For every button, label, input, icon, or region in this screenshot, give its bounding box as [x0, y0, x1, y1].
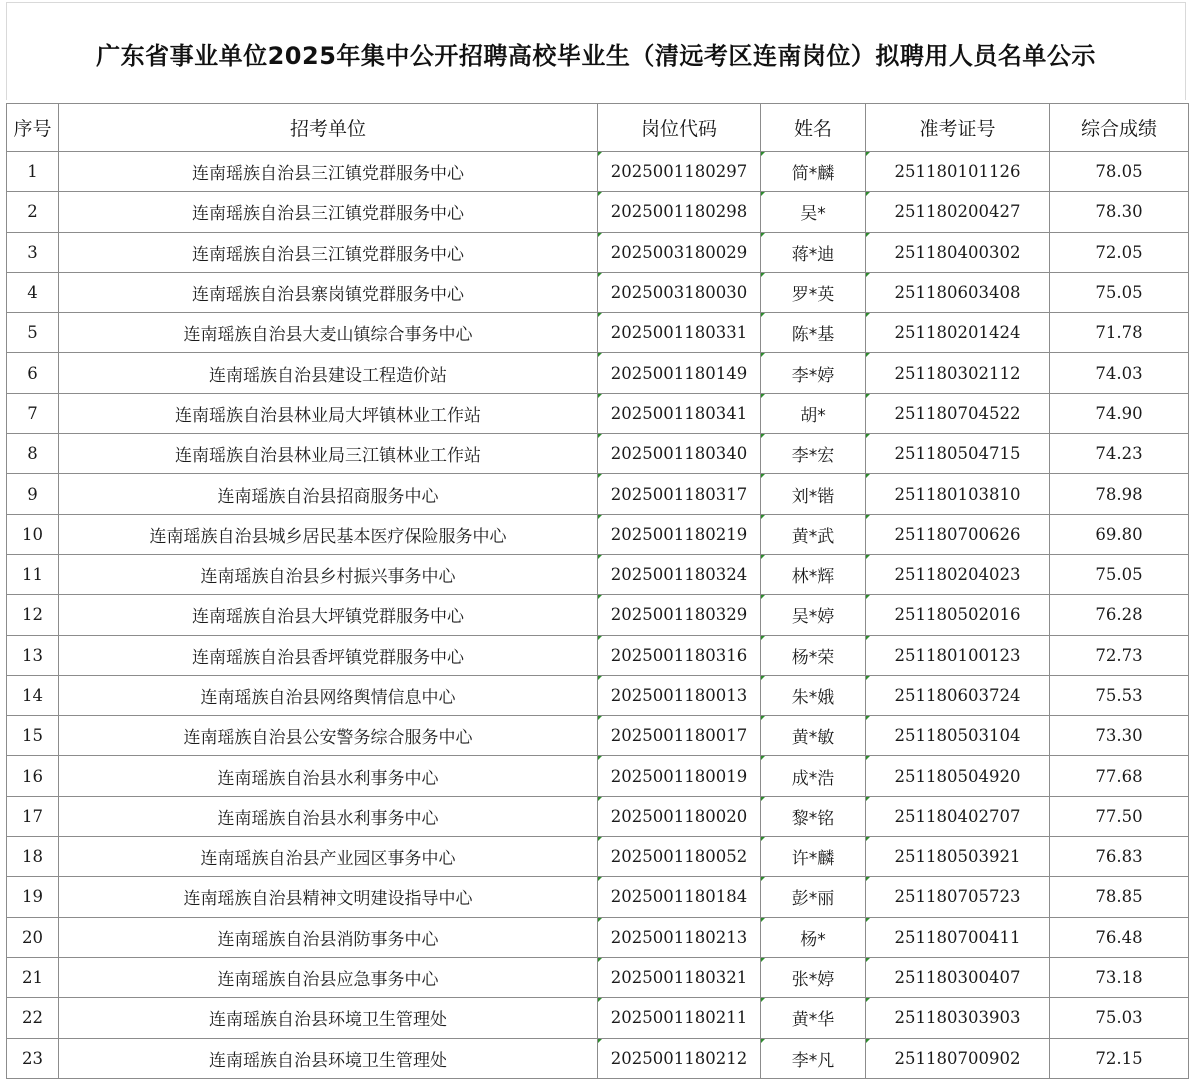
cell-unit: 连南瑶族自治县招商服务中心 [59, 474, 598, 514]
cell-score: 72.15 [1050, 1038, 1189, 1078]
cell-index: 13 [7, 635, 59, 675]
cell-index: 4 [7, 272, 59, 312]
table-row [7, 998, 1189, 1038]
cell-exam-id: 251180700902 [866, 1038, 1050, 1078]
table-row [7, 554, 1189, 594]
cell-unit: 连南瑶族自治县三江镇党群服务中心 [59, 152, 598, 192]
cell-score: 78.30 [1050, 192, 1189, 232]
cell-name: 黄*华 [761, 998, 866, 1038]
cell-exam-id: 251180502016 [866, 595, 1050, 635]
cell-exam-id: 251180700626 [866, 514, 1050, 554]
cell-name: 黄*武 [761, 514, 866, 554]
title-box [6, 2, 1186, 100]
cell-index: 3 [7, 232, 59, 272]
cell-name: 林*辉 [761, 554, 866, 594]
cell-score: 72.05 [1050, 232, 1189, 272]
cell-name: 张*婷 [761, 957, 866, 997]
cell-unit: 连南瑶族自治县产业园区事务中心 [59, 837, 598, 877]
table-row [7, 152, 1189, 192]
cell-unit: 连南瑶族自治县环境卫生管理处 [59, 998, 598, 1038]
cell-position-code: 2025003180029 [598, 232, 761, 272]
cell-score: 77.68 [1050, 756, 1189, 796]
cell-position-code: 2025001180211 [598, 998, 761, 1038]
cell-name: 罗*英 [761, 272, 866, 312]
cell-name: 李*宏 [761, 434, 866, 474]
table-row [7, 675, 1189, 715]
cell-exam-id: 251180504715 [866, 434, 1050, 474]
cell-exam-id: 251180101126 [866, 152, 1050, 192]
header-unit: 招考单位 [59, 104, 598, 152]
cell-unit: 连南瑶族自治县香坪镇党群服务中心 [59, 635, 598, 675]
cell-position-code: 2025001180219 [598, 514, 761, 554]
table-body [7, 152, 1189, 1079]
cell-index: 5 [7, 313, 59, 353]
table-row [7, 514, 1189, 554]
cell-name: 黄*敏 [761, 716, 866, 756]
table-row [7, 353, 1189, 393]
cell-index: 19 [7, 877, 59, 917]
cell-position-code: 2025001180324 [598, 554, 761, 594]
cell-unit: 连南瑶族自治县林业局三江镇林业工作站 [59, 434, 598, 474]
cell-score: 73.30 [1050, 716, 1189, 756]
cell-score: 77.50 [1050, 796, 1189, 836]
cell-name: 朱*娥 [761, 675, 866, 715]
cell-unit: 连南瑶族自治县三江镇党群服务中心 [59, 192, 598, 232]
cell-score: 78.98 [1050, 474, 1189, 514]
cell-score: 78.05 [1050, 152, 1189, 192]
cell-unit: 连南瑶族自治县建设工程造价站 [59, 353, 598, 393]
cell-position-code: 2025001180184 [598, 877, 761, 917]
cell-score: 72.73 [1050, 635, 1189, 675]
cell-position-code: 2025001180149 [598, 353, 761, 393]
cell-unit: 连南瑶族自治县网络舆情信息中心 [59, 675, 598, 715]
cell-position-code: 2025001180213 [598, 917, 761, 957]
table-row [7, 474, 1189, 514]
cell-position-code: 2025001180329 [598, 595, 761, 635]
cell-score: 76.83 [1050, 837, 1189, 877]
cell-index: 10 [7, 514, 59, 554]
table-row [7, 957, 1189, 997]
cell-score: 75.05 [1050, 554, 1189, 594]
cell-score: 74.90 [1050, 393, 1189, 433]
cell-name: 简*麟 [761, 152, 866, 192]
cell-index: 11 [7, 554, 59, 594]
cell-exam-id: 251180100123 [866, 635, 1050, 675]
cell-unit: 连南瑶族自治县城乡居民基本医疗保险服务中心 [59, 514, 598, 554]
cell-position-code: 2025001180298 [598, 192, 761, 232]
table-row [7, 877, 1189, 917]
cell-position-code: 2025001180052 [598, 837, 761, 877]
cell-exam-id: 251180300407 [866, 957, 1050, 997]
table-row [7, 635, 1189, 675]
cell-exam-id: 251180103810 [866, 474, 1050, 514]
cell-score: 75.05 [1050, 272, 1189, 312]
cell-unit: 连南瑶族自治县应急事务中心 [59, 957, 598, 997]
cell-unit: 连南瑶族自治县寨岗镇党群服务中心 [59, 272, 598, 312]
table-row [7, 837, 1189, 877]
cell-index: 9 [7, 474, 59, 514]
cell-index: 22 [7, 998, 59, 1038]
cell-index: 17 [7, 796, 59, 836]
table-header-row [7, 104, 1189, 152]
cell-position-code: 2025001180341 [598, 393, 761, 433]
cell-name: 李*婷 [761, 353, 866, 393]
cell-exam-id: 251180400302 [866, 232, 1050, 272]
cell-unit: 连南瑶族自治县环境卫生管理处 [59, 1038, 598, 1078]
cell-exam-id: 251180705723 [866, 877, 1050, 917]
table-row [7, 756, 1189, 796]
cell-unit: 连南瑶族自治县水利事务中心 [59, 796, 598, 836]
cell-name: 黎*铭 [761, 796, 866, 836]
cell-name: 彭*丽 [761, 877, 866, 917]
cell-name: 杨*荣 [761, 635, 866, 675]
cell-index: 2 [7, 192, 59, 232]
cell-exam-id: 251180402707 [866, 796, 1050, 836]
table-row [7, 1038, 1189, 1078]
cell-unit: 连南瑶族自治县大麦山镇综合事务中心 [59, 313, 598, 353]
table-row [7, 192, 1189, 232]
cell-exam-id: 251180303903 [866, 998, 1050, 1038]
cell-unit: 连南瑶族自治县水利事务中心 [59, 756, 598, 796]
recruitment-table [6, 103, 1189, 1079]
cell-index: 6 [7, 353, 59, 393]
cell-exam-id: 251180503921 [866, 837, 1050, 877]
cell-position-code: 2025001180317 [598, 474, 761, 514]
cell-position-code: 2025003180030 [598, 272, 761, 312]
table-row [7, 232, 1189, 272]
cell-position-code: 2025001180013 [598, 675, 761, 715]
cell-score: 74.23 [1050, 434, 1189, 474]
cell-position-code: 2025001180340 [598, 434, 761, 474]
cell-name: 胡* [761, 393, 866, 433]
cell-position-code: 2025001180297 [598, 152, 761, 192]
table-row [7, 313, 1189, 353]
table-row [7, 796, 1189, 836]
cell-unit: 连南瑶族自治县消防事务中心 [59, 917, 598, 957]
cell-name: 杨* [761, 917, 866, 957]
cell-index: 1 [7, 152, 59, 192]
cell-unit: 连南瑶族自治县精神文明建设指导中心 [59, 877, 598, 917]
cell-position-code: 2025001180316 [598, 635, 761, 675]
cell-position-code: 2025001180331 [598, 313, 761, 353]
cell-index: 12 [7, 595, 59, 635]
cell-score: 69.80 [1050, 514, 1189, 554]
table-row [7, 716, 1189, 756]
cell-score: 76.28 [1050, 595, 1189, 635]
cell-exam-id: 251180700411 [866, 917, 1050, 957]
header-score: 综合成绩 [1050, 104, 1189, 152]
cell-name: 蒋*迪 [761, 232, 866, 272]
cell-index: 15 [7, 716, 59, 756]
table-row [7, 917, 1189, 957]
cell-index: 8 [7, 434, 59, 474]
cell-index: 21 [7, 957, 59, 997]
table-row [7, 595, 1189, 635]
cell-name: 刘*锴 [761, 474, 866, 514]
cell-exam-id: 251180200427 [866, 192, 1050, 232]
cell-index: 18 [7, 837, 59, 877]
cell-score: 75.53 [1050, 675, 1189, 715]
cell-index: 20 [7, 917, 59, 957]
cell-name: 吴*婷 [761, 595, 866, 635]
cell-exam-id: 251180302112 [866, 353, 1050, 393]
cell-position-code: 2025001180321 [598, 957, 761, 997]
cell-name: 陈*基 [761, 313, 866, 353]
cell-exam-id: 251180204023 [866, 554, 1050, 594]
cell-index: 16 [7, 756, 59, 796]
cell-unit: 连南瑶族自治县公安警务综合服务中心 [59, 716, 598, 756]
cell-name: 成*浩 [761, 756, 866, 796]
table-row [7, 272, 1189, 312]
cell-index: 14 [7, 675, 59, 715]
cell-exam-id: 251180503104 [866, 716, 1050, 756]
cell-name: 吴* [761, 192, 866, 232]
cell-name: 许*麟 [761, 837, 866, 877]
cell-position-code: 2025001180212 [598, 1038, 761, 1078]
cell-unit: 连南瑶族自治县林业局大坪镇林业工作站 [59, 393, 598, 433]
cell-score: 75.03 [1050, 998, 1189, 1038]
header-name: 姓名 [761, 104, 866, 152]
cell-exam-id: 251180201424 [866, 313, 1050, 353]
table-row [7, 434, 1189, 474]
header-index: 序号 [7, 104, 59, 152]
cell-position-code: 2025001180019 [598, 756, 761, 796]
header-exam-id: 准考证号 [866, 104, 1050, 152]
cell-score: 76.48 [1050, 917, 1189, 957]
header-position-code: 岗位代码 [598, 104, 761, 152]
cell-score: 74.03 [1050, 353, 1189, 393]
cell-unit: 连南瑶族自治县大坪镇党群服务中心 [59, 595, 598, 635]
cell-index: 7 [7, 393, 59, 433]
cell-exam-id: 251180603724 [866, 675, 1050, 715]
cell-unit: 连南瑶族自治县三江镇党群服务中心 [59, 232, 598, 272]
cell-exam-id: 251180704522 [866, 393, 1050, 433]
cell-name: 李*凡 [761, 1038, 866, 1078]
cell-score: 73.18 [1050, 957, 1189, 997]
cell-unit: 连南瑶族自治县乡村振兴事务中心 [59, 554, 598, 594]
cell-exam-id: 251180603408 [866, 272, 1050, 312]
cell-exam-id: 251180504920 [866, 756, 1050, 796]
page-title: 广东省事业单位2025年集中公开招聘高校毕业生（清远考区连南岗位）拟聘用人员名单公示 [96, 42, 1096, 70]
cell-score: 78.85 [1050, 877, 1189, 917]
cell-position-code: 2025001180017 [598, 716, 761, 756]
cell-index: 23 [7, 1038, 59, 1078]
cell-score: 71.78 [1050, 313, 1189, 353]
table-row [7, 393, 1189, 433]
cell-position-code: 2025001180020 [598, 796, 761, 836]
